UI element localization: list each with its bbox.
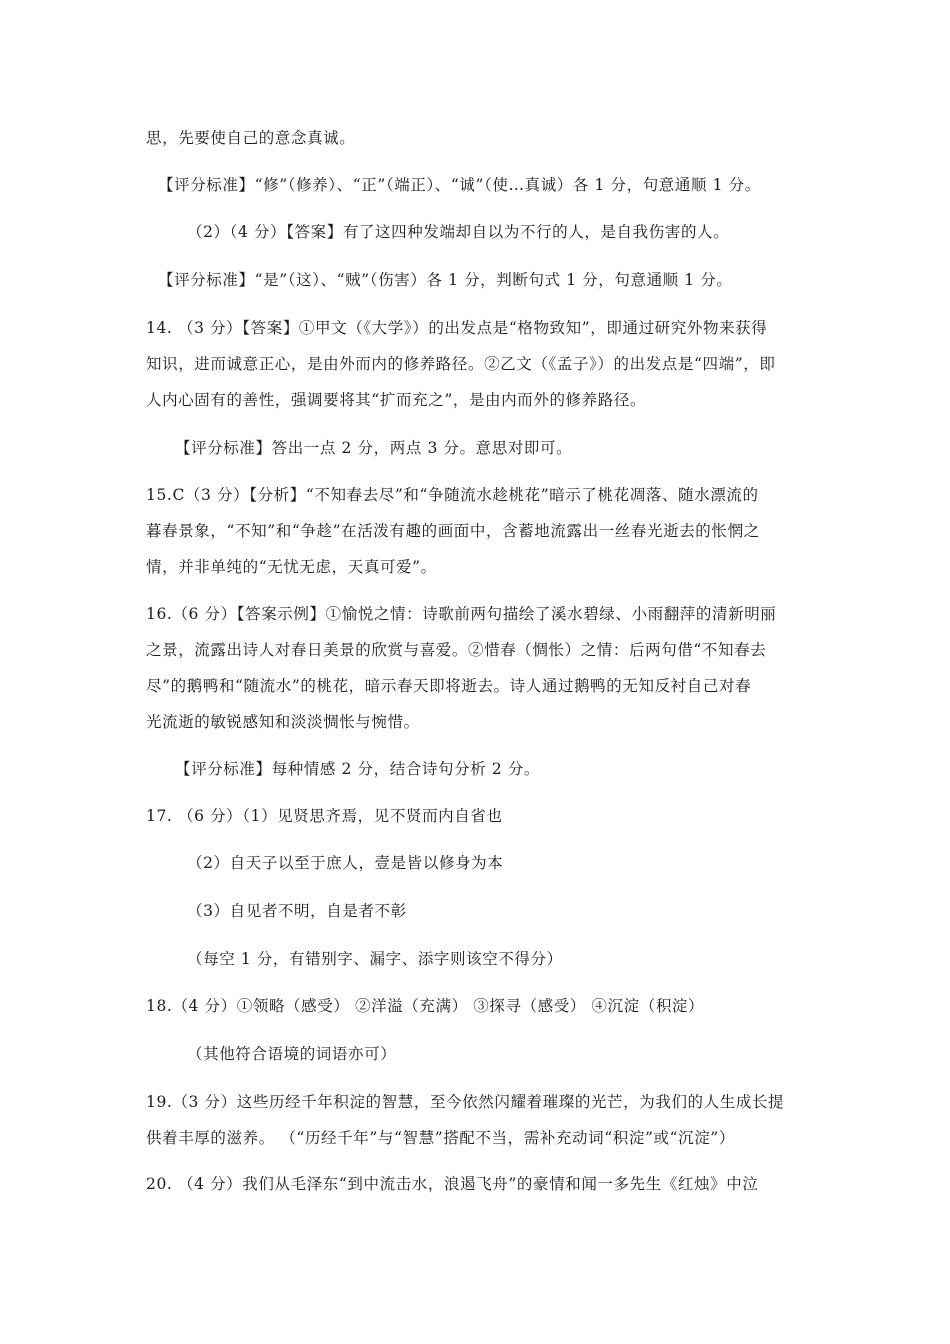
text-line: 之景，流露出诗人对春日美景的欣赏与喜爱。②惜春（惆怅）之情：后两句借“不知春去 — [146, 641, 767, 659]
question-19: 19.（3 分）这些历经千年积淀的智慧，至今依然闪耀着璀璨的光芒，为我们的人生成长提 — [146, 1093, 785, 1111]
text-line: 情，并非单纯的“无忧无虑，天真可爱”。 — [146, 558, 437, 576]
answer-line: （3）自见者不明，自是者不彰 — [187, 902, 407, 920]
answer-line: （2）（4 分）【答案】有了这四种发端却自以为不行的人，是自我伤害的人。 — [187, 223, 730, 241]
scoring-criteria: 【评分标准】“是”（这）、“贼”（伤害）各 1 分，判断句式 1 分，句意通顺 1 分。 — [158, 271, 733, 289]
text-line: 思，先要使自己的意念真诚。 — [146, 129, 356, 147]
question-14: 14. （3 分）【答案】①甲文（《大学》）的出发点是“格物致知”，即通过研究外物来获得 — [146, 319, 768, 337]
question-15: 15.C（3 分）【分析】“不知春去尽”和“争随流水趁桃花”暗示了桃花凋落、随水漂流的 — [146, 486, 759, 504]
text-line: 暮春景象，“不知”和“争趁”在活泼有趣的画面中，含蓄地流露出一丝春光逝去的怅惘之 — [146, 522, 760, 540]
scoring-note: （每空 1 分，有错别字、漏字、添字则该空不得分） — [187, 950, 563, 968]
scoring-criteria: 【评分标准】每种情感 2 分，结合诗句分析 2 分。 — [175, 760, 541, 778]
answer-line: （2）自天子以至于庶人，壹是皆以修身为本 — [187, 854, 504, 872]
text-line: 人内心固有的善性，强调要将其“扩而充之”，是由内而外的修养路径。 — [146, 391, 647, 409]
question-20: 20. （4 分）我们从毛泽东“到中流击水，浪遏飞舟”的豪情和闻一多先生《红烛》中泣 — [146, 1175, 759, 1193]
question-16: 16.（6 分）【答案示例】①愉悦之情：诗歌前两句描绘了溪水碧绿、小雨翻萍的清新明丽 — [146, 605, 777, 623]
question-18: 18.（4 分）①领略（感受） ②洋溢（充满） ③探寻（感受） ④沉淀（积淀） — [146, 997, 705, 1015]
scoring-criteria: 【评分标准】“修”（修养）、“正”（端正）、“诚”（使…真诚）各 1 分，句意通顺 1 分。 — [158, 176, 761, 194]
text-line: 供着丰厚的滋养。 （“历经千年”与“智慧”搭配不当，需补充动词“积淀”或“沉淀”） — [146, 1129, 735, 1147]
question-17: 17. （6 分）（1）见贤思齐焉，见不贤而内自省也 — [146, 807, 503, 825]
text-line: 知识，进而诚意正心，是由外而内的修养路径。②乙文（《孟子》）的出发点是“四端”，即 — [146, 355, 776, 373]
text-line: 尽”的鹅鸭和“随流水”的桃花，暗示春天即将逝去。诗人通过鹅鸭的无知反衬自己对春 — [146, 677, 752, 695]
scoring-note: （其他符合语境的词语亦可） — [187, 1045, 397, 1063]
text-line: 光流逝的敏锐感知和淡淡惆怅与惋惜。 — [146, 713, 420, 731]
scoring-criteria: 【评分标准】答出一点 2 分，两点 3 分。意思对即可。 — [175, 439, 573, 457]
